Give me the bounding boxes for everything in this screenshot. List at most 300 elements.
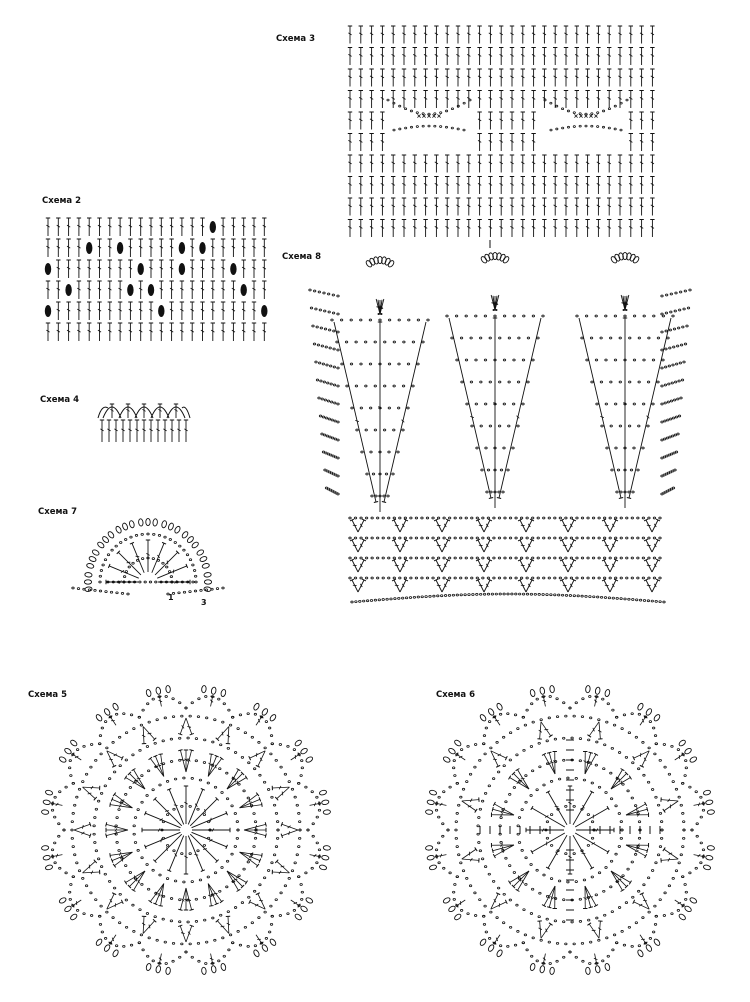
chain-stitch — [195, 920, 197, 922]
chain-stitch — [113, 771, 115, 773]
chain-stitch — [356, 429, 358, 431]
chain-stitch — [675, 363, 677, 365]
chain-stitch — [523, 909, 525, 911]
chain-stitch — [327, 400, 329, 402]
chain-stitch — [489, 381, 491, 383]
chain-stitch — [548, 577, 550, 579]
chain-stitch — [565, 853, 567, 855]
chain-stitch — [461, 381, 463, 383]
chain-stitch — [137, 809, 139, 811]
chain-stitch — [550, 844, 552, 846]
chain-stitch — [602, 960, 604, 962]
chain-stitch — [609, 537, 611, 539]
chain-stitch — [585, 595, 587, 597]
chain-stitch — [675, 292, 677, 294]
double-crochet-stitch — [250, 751, 266, 758]
picot-loop — [253, 949, 260, 957]
chain-stitch — [484, 315, 486, 317]
double-crochet-stitch — [83, 872, 100, 873]
chain-stitch — [615, 805, 617, 807]
chain-stitch — [610, 381, 612, 383]
chain-stitch — [471, 577, 473, 579]
chain-stitch — [318, 397, 320, 399]
picot-loop — [201, 685, 206, 693]
double-crochet-stitch — [180, 718, 186, 734]
chain-stitch — [696, 823, 698, 825]
chain-stitch — [100, 570, 102, 572]
chain-stitch — [116, 841, 118, 843]
double-crochet-stitch — [282, 824, 298, 830]
chain-stitch — [323, 434, 325, 436]
picot-loop — [645, 708, 653, 716]
chain-stitch — [653, 537, 655, 539]
chain-stitch — [172, 592, 174, 594]
chain-stitch — [649, 721, 651, 723]
chain-stitch — [218, 698, 220, 700]
chain-stitch — [532, 359, 534, 361]
chain-stitch — [624, 315, 626, 317]
picot-loop — [448, 747, 456, 755]
double-crochet-stitch — [494, 845, 514, 856]
chain-stitch — [573, 112, 575, 114]
double-crochet-stitch — [384, 322, 426, 502]
chain-stitch — [605, 403, 607, 405]
chain-stitch — [487, 593, 489, 595]
chain-stitch — [635, 736, 637, 738]
chain-stitch — [333, 330, 335, 332]
double-crochet-stitch — [442, 560, 448, 572]
picot-loop — [487, 944, 495, 952]
chain-stitch — [543, 784, 545, 786]
chain-stitch — [480, 425, 482, 427]
chain-stitch — [170, 920, 172, 922]
chain-stitch — [637, 557, 639, 559]
chain-stitch — [579, 113, 581, 115]
chain-stitch — [465, 359, 467, 361]
chain-stitch — [195, 581, 197, 583]
chain-stitch — [575, 956, 577, 958]
chain-stitch — [316, 796, 318, 798]
chain-stitch — [465, 517, 467, 519]
chain-stitch — [503, 403, 505, 405]
chain-stitch — [393, 577, 395, 579]
chain-stitch — [642, 537, 644, 539]
chain-stitch — [463, 102, 465, 104]
picot-loop — [496, 949, 503, 957]
chain-stitch — [101, 727, 103, 729]
picot-loop — [199, 556, 207, 563]
chain-stitch — [316, 842, 318, 844]
chain-stitch — [402, 597, 404, 599]
chain-stitch — [312, 325, 314, 327]
chain-stitch — [466, 403, 468, 405]
chain-stitch — [571, 921, 573, 923]
chain-stitch — [626, 99, 628, 101]
chain-stitch — [598, 719, 600, 721]
chain-stitch — [446, 315, 448, 317]
chain-stitch — [110, 591, 112, 593]
chain-stitch — [374, 599, 376, 601]
chain-stitch — [587, 577, 589, 579]
chain-stitch — [652, 727, 654, 729]
schema-8-label: Схема 8 — [282, 252, 322, 262]
chain-stitch — [503, 315, 505, 317]
picot-loop — [45, 864, 53, 870]
chain-stitch — [567, 126, 569, 128]
chain-stitch — [259, 774, 261, 776]
chain-stitch — [538, 593, 540, 595]
chain-stitch — [544, 99, 546, 101]
double-crochet-stitch — [494, 804, 514, 815]
picot-loop — [70, 913, 78, 921]
chain-stitch — [271, 915, 273, 917]
chain-stitch — [320, 380, 322, 382]
chain-stitch — [425, 596, 427, 598]
chain-stitch — [667, 337, 669, 339]
chain-stitch — [458, 854, 460, 856]
chain-stitch — [507, 945, 509, 947]
chain-stitch — [328, 311, 330, 313]
chain-stitch — [591, 876, 593, 878]
chain-stitch — [671, 435, 673, 437]
chain-stitch — [234, 752, 236, 754]
double-crochet-stitch — [400, 520, 406, 532]
chain-stitch — [474, 766, 476, 768]
chain-stitch — [125, 571, 127, 573]
chain-stitch — [83, 745, 85, 747]
chain-stitch — [610, 886, 612, 888]
chain-stitch — [563, 956, 565, 958]
chain-stitch — [665, 330, 667, 332]
chain-stitch — [653, 315, 655, 317]
chain-stitch — [374, 341, 376, 343]
chain-stitch — [600, 381, 602, 383]
chain-stitch — [569, 951, 571, 953]
chain-stitch — [675, 788, 677, 790]
picot-loop — [549, 685, 554, 693]
chain-stitch — [388, 557, 390, 559]
double-crochet-stitch — [579, 318, 621, 498]
chain-stitch — [416, 112, 418, 114]
chain-stitch — [329, 436, 331, 438]
chain-stitch — [685, 898, 687, 900]
chain-stitch — [268, 727, 270, 729]
chain-stitch — [515, 517, 517, 519]
chain-stitch — [681, 379, 683, 381]
chain-stitch — [655, 743, 657, 745]
chain-stitch — [393, 537, 395, 539]
chain-stitch — [493, 537, 495, 539]
chain-stitch — [673, 328, 675, 330]
chain-stitch — [332, 312, 334, 314]
chain-stitch — [682, 821, 684, 823]
chain-stitch — [454, 883, 456, 885]
chain-stitch — [608, 597, 610, 599]
chain-stitch — [515, 537, 517, 539]
chain-stitch — [462, 788, 464, 790]
chain-stitch — [83, 588, 85, 590]
chain-stitch — [683, 308, 685, 310]
chain-stitch — [558, 778, 560, 780]
chain-stitch — [156, 939, 158, 941]
chain-stitch — [659, 537, 661, 539]
chain-stitch — [112, 741, 114, 743]
chain-stitch — [174, 542, 176, 544]
chain-stitch — [371, 537, 373, 539]
chain-stitch — [421, 517, 423, 519]
picot-loop — [604, 963, 610, 971]
picot-loop — [610, 256, 618, 264]
chain-stitch — [663, 438, 665, 440]
chain-stitch — [287, 913, 289, 915]
chain-stitch — [689, 289, 691, 291]
chain-stitch — [74, 854, 76, 856]
chain-stitch — [393, 557, 395, 559]
double-crochet-stitch — [568, 560, 574, 572]
chain-stitch — [653, 557, 655, 559]
chain-stitch — [421, 577, 423, 579]
chain-stitch — [573, 943, 575, 945]
chain-stitch — [417, 596, 419, 598]
chain-stitch — [602, 110, 604, 112]
chain-stitch — [689, 872, 691, 874]
chain-stitch — [78, 870, 80, 872]
chain-stitch — [626, 577, 628, 579]
chain-stitch — [462, 870, 464, 872]
chain-stitch — [427, 319, 429, 321]
chain-stitch — [393, 517, 395, 519]
picot-loop — [95, 714, 103, 722]
chain-stitch — [183, 777, 185, 779]
chain-stitch — [556, 105, 558, 107]
chain-stitch — [615, 577, 617, 579]
chain-stitch — [231, 942, 233, 944]
chain-stitch — [372, 473, 374, 475]
chain-stitch — [654, 923, 656, 925]
chain-stitch — [655, 915, 657, 917]
picot-loop — [595, 687, 601, 695]
chain-stitch — [194, 575, 196, 577]
chain-stitch — [508, 425, 510, 427]
chain-stitch — [167, 593, 169, 595]
chain-stitch — [334, 456, 336, 458]
chain-stitch — [275, 812, 277, 814]
chain-stitch — [115, 545, 117, 547]
chain-stitch — [469, 99, 471, 101]
chain-stitch — [337, 421, 339, 423]
chain-stitch — [498, 517, 500, 519]
chain-stitch — [565, 577, 567, 579]
picot-loop — [684, 905, 692, 913]
picot-loop — [181, 531, 189, 539]
chain-stitch — [684, 343, 686, 345]
double-crochet-stitch — [484, 520, 490, 532]
chain-stitch — [146, 864, 148, 866]
chain-stitch — [337, 457, 339, 459]
chain-stitch — [575, 702, 577, 704]
chain-stitch — [124, 539, 126, 541]
double-crochet-stitch — [180, 888, 186, 910]
chain-stitch — [270, 753, 272, 755]
chain-stitch — [476, 577, 478, 579]
chain-stitch — [355, 601, 357, 603]
chain-stitch — [63, 829, 65, 831]
chain-stitch — [499, 945, 501, 947]
chain-stitch — [509, 926, 511, 928]
chain-stitch — [648, 577, 650, 579]
chain-stitch — [659, 899, 661, 901]
chain-stitch — [99, 743, 101, 745]
chain-stitch — [275, 899, 277, 901]
chain-stitch — [660, 837, 662, 839]
picot-loop — [220, 963, 226, 971]
chain-stitch — [349, 537, 351, 539]
chain-stitch — [561, 108, 563, 110]
double-crochet-stitch — [217, 921, 229, 934]
chain-stitch — [445, 110, 447, 112]
chain-stitch — [97, 858, 99, 860]
chain-stitch — [606, 721, 608, 723]
picot-loop — [479, 938, 487, 946]
chain-stitch — [162, 837, 164, 839]
chain-stitch — [152, 558, 154, 560]
chain-stitch — [403, 341, 405, 343]
chain-stitch — [464, 594, 466, 596]
chain-stitch — [573, 595, 575, 597]
chain-stitch — [159, 784, 161, 786]
chain-stitch — [575, 777, 577, 779]
chain-stitch — [438, 816, 440, 818]
chain-stitch — [231, 805, 233, 807]
picot-loop — [122, 522, 129, 530]
chain-stitch — [471, 517, 473, 519]
picot-loop — [645, 944, 653, 952]
chain-stitch — [619, 381, 621, 383]
chain-stitch — [609, 517, 611, 519]
chain-stitch — [371, 557, 373, 559]
double-crochet-stitch — [549, 886, 555, 907]
picot-loop — [454, 739, 462, 747]
chain-stitch — [437, 595, 439, 597]
chain-stitch — [682, 812, 684, 814]
chain-stitch — [212, 741, 214, 743]
chain-stitch — [345, 341, 347, 343]
chain-stitch — [489, 425, 491, 427]
chain-stitch — [113, 887, 115, 889]
chain-stitch — [247, 713, 249, 715]
chain-stitch — [483, 735, 485, 737]
chain-stitch — [606, 937, 608, 939]
chain-stitch — [479, 850, 481, 852]
picot-loop — [58, 756, 66, 763]
chain-stitch — [509, 537, 511, 539]
chain-stitch — [518, 841, 520, 843]
chain-stitch — [524, 724, 526, 726]
chain-stitch — [72, 782, 74, 784]
chain-stitch — [514, 944, 516, 946]
chain-stitch — [59, 867, 61, 869]
double-crochet-stitch — [652, 560, 658, 572]
chain-stitch — [104, 873, 106, 875]
double-crochet-stitch — [599, 921, 600, 938]
chain-stitch — [199, 879, 201, 881]
double-crochet-stitch — [155, 799, 182, 826]
chain-stitch — [162, 821, 164, 823]
chain-stitch — [659, 812, 661, 814]
chain-stitch — [524, 934, 526, 936]
chain-stitch — [484, 866, 486, 868]
double-crochet-stitch — [228, 916, 229, 933]
double-crochet-stitch — [562, 520, 568, 532]
schema-7-row-marker-1: 1 — [168, 593, 174, 602]
chain-stitch — [499, 593, 501, 595]
chain-stitch — [700, 862, 702, 864]
chain-stitch — [365, 537, 367, 539]
chain-stitch — [614, 403, 616, 405]
chain-stitch — [665, 312, 667, 314]
chain-stitch — [685, 760, 687, 762]
chain-stitch — [398, 319, 400, 321]
chain-stitch — [517, 930, 519, 932]
picot-loop — [253, 702, 260, 710]
chain-stitch — [680, 804, 682, 806]
chain-stitch — [444, 595, 446, 597]
chain-stitch — [354, 577, 356, 579]
chain-stitch — [620, 598, 622, 600]
chain-stitch — [620, 837, 622, 839]
chain-stitch — [565, 805, 567, 807]
chain-stitch — [443, 537, 445, 539]
chain-stitch — [334, 402, 336, 404]
chain-stitch — [620, 102, 622, 104]
chain-stitch — [554, 517, 556, 519]
chain-stitch — [610, 860, 612, 862]
chain-stitch — [162, 740, 164, 742]
chain-stitch — [666, 455, 668, 457]
chain-stitch — [116, 592, 118, 594]
double-crochet-stitch — [604, 520, 610, 532]
chain-stitch — [515, 577, 517, 579]
chain-stitch — [316, 326, 318, 328]
chain-stitch — [522, 942, 524, 944]
chain-stitch — [241, 902, 243, 904]
chain-stitch — [397, 451, 399, 453]
chain-stitch — [279, 744, 281, 746]
chain-stitch — [680, 854, 682, 856]
chain-stitch — [132, 562, 134, 564]
double-crochet-stitch — [190, 799, 217, 826]
chain-stitch — [323, 381, 325, 383]
chain-stitch — [615, 447, 617, 449]
chain-stitch — [475, 315, 477, 317]
chain-stitch — [236, 837, 238, 839]
chain-stitch — [204, 919, 206, 921]
chain-stitch — [618, 846, 620, 848]
chain-stitch — [526, 537, 528, 539]
chain-stitch — [221, 792, 223, 794]
chain-stitch — [363, 600, 365, 602]
chain-stitch — [123, 945, 125, 947]
chain-stitch — [99, 590, 101, 592]
double-crochet-stitch — [629, 318, 671, 498]
chain-stitch — [493, 577, 495, 579]
chain-stitch — [525, 857, 527, 859]
chain-stitch — [366, 600, 368, 602]
double-crochet-stitch — [532, 833, 565, 852]
chain-stitch — [638, 713, 640, 715]
chain-stitch — [454, 557, 456, 559]
chain-stitch — [683, 361, 685, 363]
